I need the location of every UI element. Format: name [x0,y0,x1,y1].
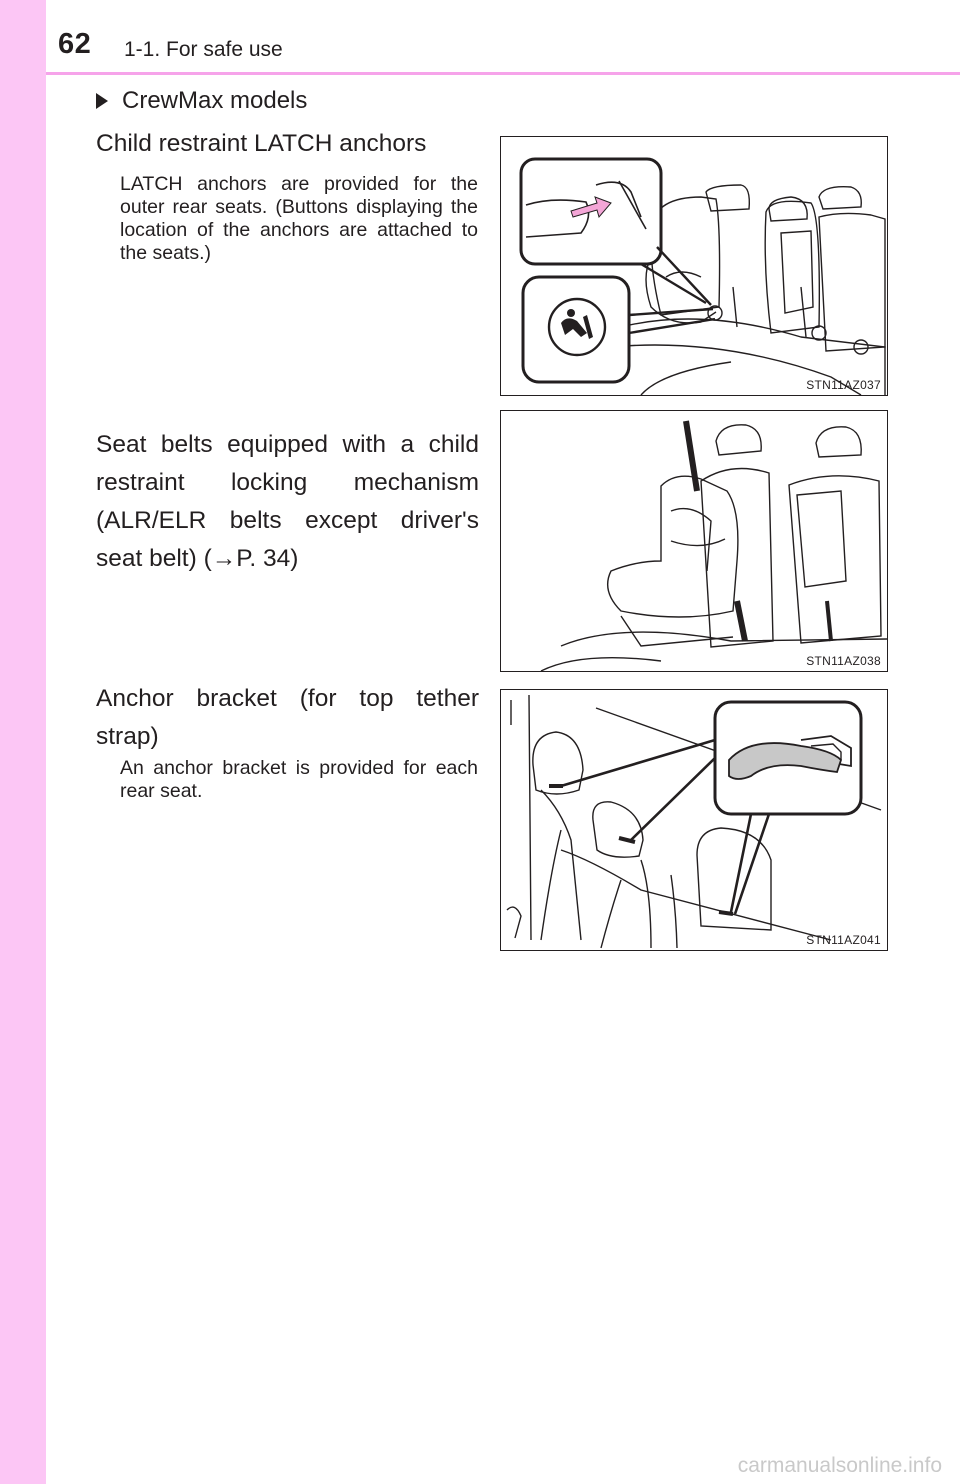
side-tab [0,0,46,1484]
latch-anchors-figure [500,136,888,396]
anchor-bracket-title: Anchor bracket (for top tether strap) [96,685,479,750]
latch-anchors-illustration [501,137,887,395]
figure-code: STN11AZ041 [806,933,881,947]
figure-code: STN11AZ037 [806,378,881,392]
locking-belts-title [96,426,479,578]
reference-arrow-icon: → [211,545,237,572]
locking-belts-figure [500,410,888,672]
header-rule [46,72,960,75]
anchor-bracket-description: An anchor bracket is provided for each rear seat. [120,757,478,802]
section-title: 1-1. For safe use [124,38,283,61]
page-reference: P. 34) [236,545,299,572]
locking-belts-title-text: Seat belts equipped with a child restraint locking mechanism (ALR/ELR belts except driver's seat belt) ( [96,431,479,572]
anchor-bracket-figure [500,689,888,951]
models-label: CrewMax models [122,87,308,114]
figure-code: STN11AZ038 [806,654,881,668]
triangle-bullet-icon [96,93,108,109]
locking-belts-illustration [501,411,887,671]
latch-anchors-title: Child restraint LATCH anchors [96,130,427,157]
latch-anchors-description: LATCH anchors are provided for the outer rear seats. (Buttons displaying the location of the anchors are attached to the seats.) [120,173,478,264]
models-subheading [96,87,307,115]
watermark: carmanualsonline.info [737,1454,942,1477]
anchor-bracket-illustration [501,690,887,950]
page-number: 62 [58,28,92,60]
